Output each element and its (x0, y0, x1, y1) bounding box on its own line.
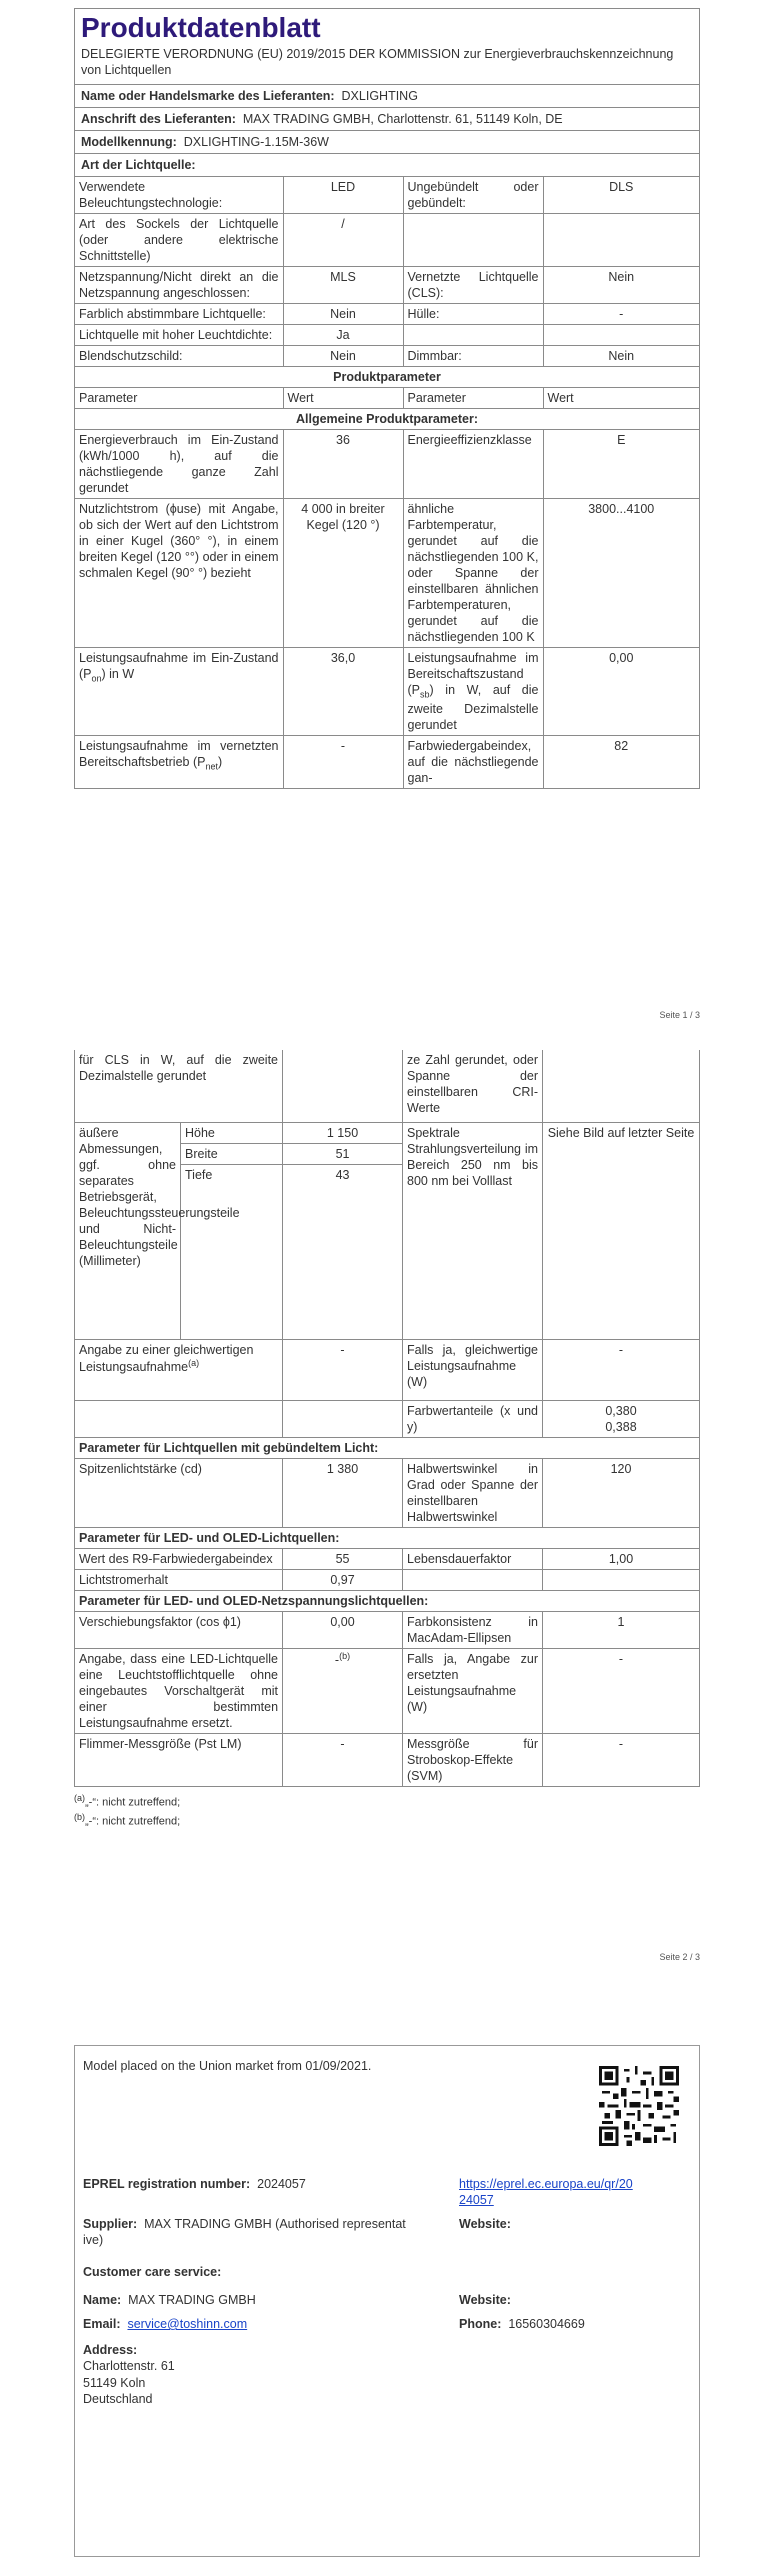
param-cell: 4 000 in breiter Kegel (120 °) (283, 498, 403, 647)
email-label: Email: (83, 2317, 121, 2331)
power-net-sub: net (205, 761, 218, 772)
footnote-b-text: „-“: nicht zutreffend; (85, 1815, 181, 1828)
page-footer: Seite 2 / 3 (659, 1952, 700, 1962)
param-cell: 1,00 (543, 1549, 700, 1570)
param-cell: - (543, 1649, 700, 1734)
type-cell: DLS (543, 176, 699, 213)
column-header: Wert (283, 387, 403, 408)
param-cell: Messgröße für Stroboskop-Effekte (SVM) (403, 1734, 543, 1787)
param-cell: Farbkonsistenz in MacAdam-Ellipsen (403, 1612, 543, 1649)
param-cell: 3800...4100 (543, 498, 699, 647)
address-label: Address: (83, 2343, 138, 2357)
eprel-link-line1: https://eprel.ec.europa.eu/qr/20 (459, 2177, 633, 2191)
type-cell: Netzspannung/Nicht direkt an die Netzspannung angeschlossen: (75, 266, 283, 303)
param-cell: Farbwiedergabeindex, auf die nächstliegende gan- (403, 735, 543, 788)
eprel-label: EPREL registration number: (83, 2177, 251, 2191)
power-sb-label: Leistungsaufnahme im Bereitschaftszustand (P (407, 650, 539, 697)
type-cell: Hülle: (403, 303, 543, 324)
table-row (75, 1591, 700, 1612)
model-row (75, 130, 699, 153)
param-cell: Halbwertswinkel in Grad oder Spanne der einstellbaren Halbwertswinkel (403, 1459, 543, 1528)
name-value: MAX TRADING GMBH (128, 2293, 256, 2307)
supplier-value-line2: ive) (83, 2233, 104, 2248)
table-row (75, 1401, 700, 1438)
type-cell (403, 213, 543, 266)
table-header-row (75, 387, 699, 408)
param-cell: 82 (543, 735, 699, 788)
param-cell: Falls ja, Angabe zur ersetzten Leistungsaufnahme (W) (403, 1649, 543, 1734)
address-label: Anschrift des Lieferanten: (81, 111, 236, 126)
table-row (75, 1734, 700, 1787)
param-cell (403, 647, 543, 735)
param-cell: Wert des R9-Farbwiedergabeindex (75, 1549, 283, 1570)
phone-value: 16560304669 (508, 2317, 585, 2331)
param-cell (283, 1649, 403, 1734)
param-cell: Lichtstromerhalt (75, 1570, 283, 1591)
param-cell: äußere Abmessungen, ggf. ohne separates Betriebsgerät, Beleuchtungssteuerungsteile und Nicht-Beleuchtungsteile (Millimeter) (75, 1123, 181, 1340)
table-row (75, 1570, 700, 1591)
type-cell: Art des Sockels der Lichtquelle (oder andere elektrische Schnittstelle) (75, 213, 283, 266)
type-cell (543, 213, 699, 266)
footnote-a (74, 1793, 700, 1810)
param-cell: 1 (543, 1612, 700, 1649)
param-cell: - (283, 1734, 403, 1787)
email-row (83, 2316, 247, 2332)
eprel-link[interactable] (459, 2176, 633, 2209)
param-cell: 120 (543, 1459, 700, 1528)
table-row (75, 266, 699, 303)
eprel-box (74, 2045, 700, 2557)
param-cell (543, 1401, 700, 1438)
market-date: Model placed on the Union market from 01/09/2021. (83, 2059, 372, 2073)
eprel-link-line2: 24057 (459, 2193, 494, 2208)
dim-value: 1 150 (283, 1123, 403, 1144)
param-cell: Spitzenlichtstärke (cd) (75, 1459, 283, 1528)
param-cell: Falls ja, gleichwertige Leistungsaufnahme (W) (403, 1340, 543, 1401)
param-cell (283, 1401, 403, 1438)
dim-value: 51 (283, 1144, 403, 1165)
param-cell: Verschiebungsfaktor (cos ϕ1) (75, 1612, 283, 1649)
footnotes (74, 1787, 700, 1828)
address-line: 51149 Koln (83, 2375, 146, 2390)
param-cell: Siehe Bild auf letzter Seite (543, 1123, 700, 1340)
type-table (75, 176, 699, 367)
param-cell (543, 1570, 700, 1591)
table-row (75, 345, 699, 366)
power-sb-sub: sb (420, 689, 430, 700)
page-footer: Seite 1 / 3 (659, 1010, 700, 1020)
email-link[interactable]: service@toshinn.com (127, 2317, 248, 2331)
allgemeine-header: Allgemeine Produktparameter: (75, 408, 699, 429)
address-line: Charlottenstr. 61 (83, 2359, 175, 2374)
brand-value: DXLIGHTING (341, 88, 418, 103)
produktparameter-header: Produktparameter (333, 369, 441, 384)
supplier-row (83, 2216, 443, 2249)
param-cell: Angabe, dass eine LED-Lichtquelle eine Leuchtstofflichtquelle ohne eingebautes Vorschaltgerät mit einer bestimmten Leistungsaufnahme ersetzt. (75, 1649, 283, 1734)
type-cell: Farblich abstimmbare Lichtquelle: (75, 303, 283, 324)
replace-value: - (334, 1653, 340, 1668)
power-on-label: Leistungsaufnahme im Ein-Zustand (P (79, 650, 279, 681)
power-on-unit: ) in W (101, 666, 135, 681)
table-row (75, 1459, 700, 1528)
supplier-value-line1: MAX TRADING GMBH (Authorised representat (144, 2217, 406, 2231)
type-cell (543, 324, 699, 345)
focused-header: Parameter für Lichtquellen mit gebündeltem Licht: (75, 1438, 700, 1459)
eprel-row (83, 2176, 306, 2192)
param-cell (75, 1340, 283, 1401)
type-cell: Ja (283, 324, 403, 345)
address-line: Deutschland (83, 2391, 153, 2406)
table-row (75, 498, 699, 647)
table-row (75, 647, 699, 735)
type-cell: - (543, 303, 699, 324)
footnote-a-mark: (a) (74, 1793, 85, 1803)
led-header: Parameter für LED- und OLED-Lichtquellen: (75, 1528, 700, 1549)
brand-row (75, 84, 699, 107)
document-title: Produktdatenblatt (81, 12, 321, 43)
dim-label: Tiefe (181, 1165, 283, 1340)
param-cell: für CLS in W, auf die zweite Dezimalstelle gerundet (75, 1050, 283, 1123)
param-cell: Spektrale Strahlungsverteilung im Bereich 250 nm bis 800 nm bei Volllast (403, 1123, 543, 1340)
param-cell: Lebensdauerfaktor (403, 1549, 543, 1570)
param-cell (403, 1570, 543, 1591)
address-row (75, 107, 699, 130)
type-cell: Nein (283, 303, 403, 324)
param-cell: E (543, 429, 699, 498)
brand-label: Name oder Handelsmarke des Lieferanten: (81, 88, 335, 103)
type-cell: Nein (543, 266, 699, 303)
param-cell: - (283, 735, 403, 788)
param-cell: 36 (283, 429, 403, 498)
param-cell: ze Zahl gerundet, oder Spanne der einstellbaren CRI-Werte (403, 1050, 543, 1123)
param-cell: 0,00 (543, 647, 699, 735)
page-1-frame (74, 8, 700, 789)
type-cell: Dimmbar: (403, 345, 543, 366)
supplier-label: Supplier: (83, 2217, 138, 2231)
page-1 (74, 8, 700, 1020)
power-sb-unit: ) in W, auf die zweite Dezimalstelle gerundet (407, 682, 539, 732)
chroma-y: 0,388 (605, 1420, 637, 1434)
param-cell: - (283, 1340, 403, 1401)
type-cell: Ungebündelt oder gebündelt: (403, 176, 543, 213)
care-website-label: Website: (459, 2293, 511, 2307)
table-row (75, 408, 699, 429)
param-cell (283, 1050, 403, 1123)
power-net-unit: ) (217, 754, 223, 769)
table-row (75, 1528, 700, 1549)
params-table (75, 387, 699, 788)
power-net-label: Leistungsaufnahme im vernetzten Bereitschaftsbetrieb (P (79, 738, 279, 769)
mains-header: Parameter für LED- und OLED-Netzspannungslichtquellen: (75, 1591, 700, 1612)
table-row (75, 1612, 700, 1649)
table-row (75, 735, 699, 788)
param-cell: Energieeffizienzklasse (403, 429, 543, 498)
param-cell (75, 647, 283, 735)
type-cell: Vernetzte Lichtquelle (CLS): (403, 266, 543, 303)
table-row (75, 1050, 700, 1123)
table-row (75, 1549, 700, 1570)
dim-label: Höhe (181, 1123, 283, 1144)
name-label: Name: (83, 2293, 122, 2307)
type-cell: LED (283, 176, 403, 213)
phone-row (459, 2316, 585, 2332)
footnote-b (74, 1812, 700, 1829)
param-cell: Nutzlichtstrom (ϕuse) mit Angabe, ob sich der Wert auf den Lichtstrom in einer Kugel (360° °), in einem breiten Kegel (120 °°) oder in einem schmalen Kegel (90° °) bezieht (75, 498, 283, 647)
eprel-value: 2024057 (257, 2177, 306, 2191)
customer-care-label: Customer care service: (83, 2265, 222, 2279)
model-label: Modellkennung: (81, 134, 177, 149)
phone-label: Phone: (459, 2317, 502, 2331)
table-row (75, 303, 699, 324)
type-cell: Nein (543, 345, 699, 366)
param-cell: 55 (283, 1549, 403, 1570)
param-cell: 1 380 (283, 1459, 403, 1528)
type-cell: Lichtquelle mit hoher Leuchtdichte: (75, 324, 283, 345)
type-cell: Blendschutzschild: (75, 345, 283, 366)
table-row (75, 1123, 700, 1144)
power-on-sub: on (91, 673, 102, 684)
param-cell: 36,0 (283, 647, 403, 735)
type-cell: Nein (283, 345, 403, 366)
param-cell (75, 1401, 283, 1438)
type-header: Art der Lichtquelle: (75, 153, 699, 176)
param-cell: Energieverbrauch im Ein-Zustand (kWh/1000 h), auf die nächstliegende ganze Zahl gerundet (75, 429, 283, 498)
qr-code-icon[interactable] (599, 2066, 679, 2146)
equiv-note: (a) (188, 1358, 200, 1368)
type-cell: Verwendete Beleuchtungstechnologie: (75, 176, 283, 213)
column-header: Parameter (75, 387, 283, 408)
table-row (75, 324, 699, 345)
param-cell: 0,00 (283, 1612, 403, 1649)
replace-note: (b) (339, 1651, 351, 1661)
name-row (83, 2292, 256, 2308)
footnote-a-text: „-“: nicht zutreffend; (85, 1796, 181, 1809)
param-cell: ähnliche Farbtemperatur, gerundet auf die nächstliegenden 100 K, oder Spanne der einstellbaren ähnlichen Farbtemperaturen, gerundet auf die nächstliegenden 100 K (403, 498, 543, 647)
table-row (75, 1340, 700, 1401)
param-cell: - (543, 1734, 700, 1787)
chroma-x: 0,380 (605, 1404, 637, 1418)
column-header: Wert (543, 387, 699, 408)
type-cell: / (283, 213, 403, 266)
table-row (75, 1649, 700, 1734)
column-header: Parameter (403, 387, 543, 408)
regulation-intro: DELEGIERTE VERORDNUNG (EU) 2019/2015 DER KOMMISSION zur Energieverbrauchskennzeichnung von Lichtquellen (81, 46, 674, 77)
type-cell (403, 324, 543, 345)
param-cell: 0,97 (283, 1570, 403, 1591)
address-value: MAX TRADING GMBH, Charlottenstr. 61, 51149 Koln, DE (242, 111, 563, 126)
params-table-cont (74, 1050, 700, 1787)
page-3 (74, 2045, 700, 2560)
address-block (83, 2342, 175, 2407)
dim-label: Breite (181, 1144, 283, 1165)
page-2 (74, 1050, 700, 1962)
type-cell: MLS (283, 266, 403, 303)
table-row (75, 429, 699, 498)
dim-value: 43 (283, 1165, 403, 1340)
param-cell: Farbwertanteile (x und y) (403, 1401, 543, 1438)
param-cell (75, 735, 283, 788)
table-row (75, 1438, 700, 1459)
param-cell: - (543, 1340, 700, 1401)
equiv-label: Angabe zu einer gleichwertigen Leistungsaufnahme (79, 1343, 254, 1375)
model-value: DXLIGHTING-1.15M-36W (183, 134, 329, 149)
footnote-b-mark: (b) (74, 1811, 85, 1822)
param-cell (543, 1050, 700, 1123)
supplier-website-label: Website: (459, 2217, 511, 2231)
table-row (75, 213, 699, 266)
param-cell: Flimmer-Messgröße (Pst LM) (75, 1734, 283, 1787)
table-row (75, 176, 699, 213)
